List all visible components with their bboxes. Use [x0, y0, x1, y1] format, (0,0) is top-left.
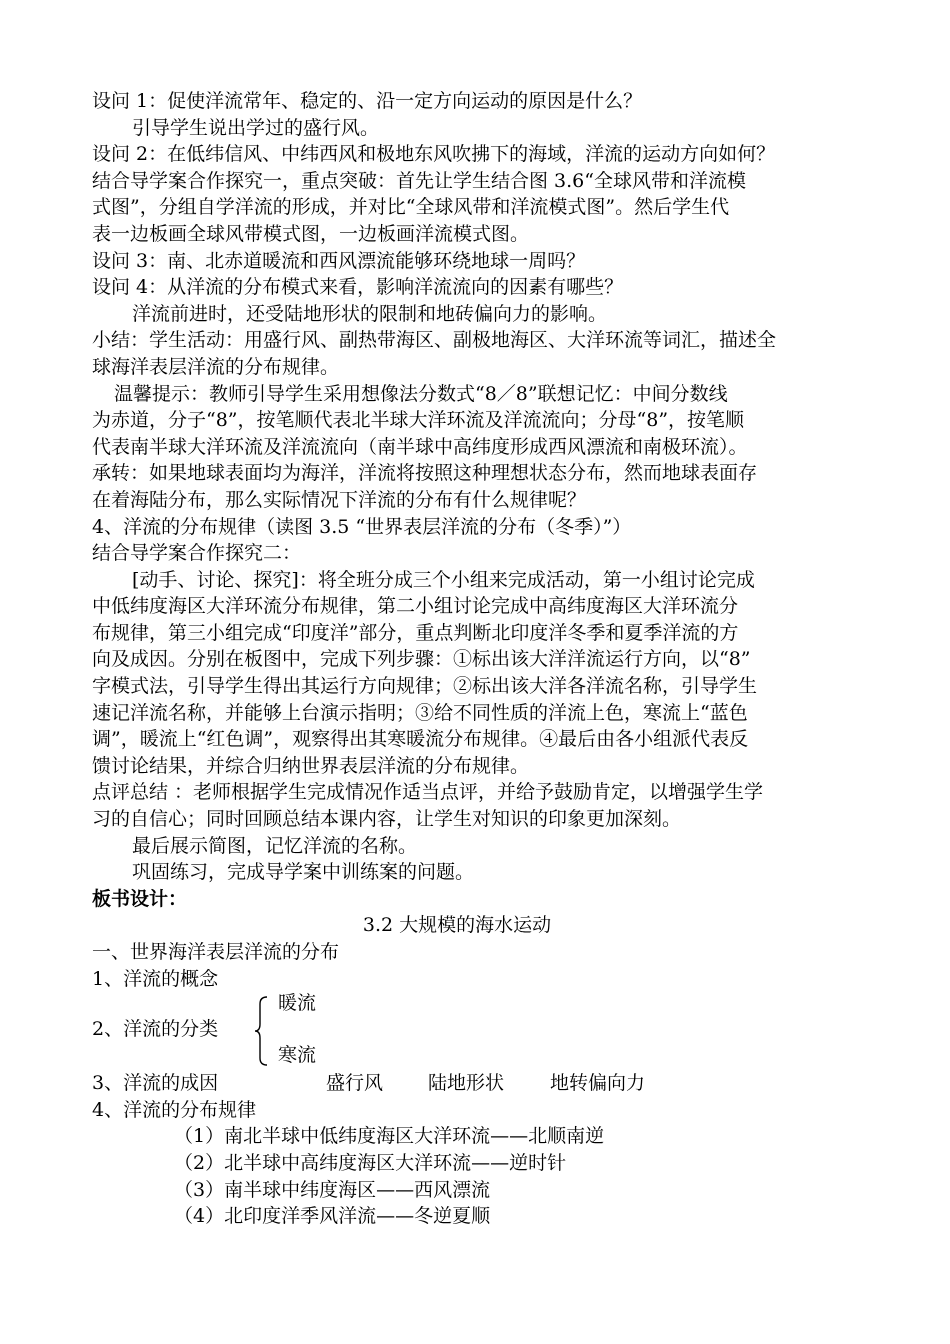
board-title: 3.2 大规模的海水运动 [362, 914, 552, 937]
cause-coriolis-force: 地转偏向力 [550, 1072, 646, 1095]
lesson-paragraph: 结合导学案合作探究二： [92, 542, 302, 565]
lesson-paragraph: 承转：如果地球表面均为海洋，洋流将按照这种理想状态分布，然而地球表面存 [92, 462, 758, 485]
cold-current-label: 寒流 [278, 1044, 317, 1067]
lesson-paragraph: 设问 2：在低纬信风、中纬西风和极地东风吹拂下的海域，洋流的运动方向如何？ [92, 143, 776, 166]
lesson-paragraph: 在着海陆分布，那么实际情况下洋流的分布有什么规律呢？ [92, 488, 587, 511]
board-item-distribution: 4、洋流的分布规律 [92, 1098, 257, 1121]
lesson-paragraph: 布规律，第三小组完成“印度洋”部分，重点判断北印度洋冬季和夏季洋流的方 [92, 621, 739, 644]
lesson-paragraph: 向及成因。分别在板图中，完成下列步骤：①标出该大洋洋流运行方向，以“8” [92, 648, 751, 671]
distribution-rule: （4）北印度洋季风洋流——冬逆夏顺 [174, 1205, 491, 1228]
lesson-paragraph: 设问 1：促使洋流常年、稳定的、沿一定方向运动的原因是什么？ [92, 90, 643, 112]
lesson-paragraph: 洋流前进时，还受陆地形状的限制和地砖偏向力的影响。 [132, 302, 608, 325]
lesson-paragraph: 代表南半球大洋环流及洋流流向（南半球中高纬度形成西风漂流和南极环流）。 [92, 435, 748, 458]
lesson-paragraph: 式图”，分组自学洋流的形成，并对比“全球风带和洋流模式图”。然后学生代 [92, 196, 730, 219]
lesson-paragraph: 小结：学生活动：用盛行风、副热带海区、副极地海区、大洋环流等词汇，描述全 [92, 329, 777, 352]
board-section: 一、世界海洋表层洋流的分布 [92, 941, 340, 963]
lesson-paragraph: 调”，暖流上“红色调”，观察得出其寒暖流分布规律。④最后由各小组派代表反 [92, 728, 749, 751]
lesson-paragraph: 习的自信心；同时回顾总结本课内容，让学生对知识的印象更加深刻。 [92, 808, 682, 831]
board-design [92, 886, 882, 1230]
lesson-paragraph: 字模式法，引导学生得出其运行方向规律；②标出该大洋各洋流名称，引导学生 [92, 675, 758, 698]
document-page [92, 88, 882, 1230]
lesson-paragraph: 馈讨论结果，并综合归纳世界表层洋流的分布规律。 [92, 754, 530, 777]
lesson-paragraph: 温馨提示：教师引导学生采用想像法分数式“8／8”联想记忆：中间分数线 [114, 382, 728, 405]
lesson-paragraph: 设问 3：南、北赤道暖流和西风漂流能够环绕地球一周吗？ [92, 249, 586, 272]
lesson-paragraph: 引导学生说出学过的盛行风。 [132, 116, 380, 139]
lesson-paragraph: [动手、讨论、探究]：将全班分成三个小组来完成活动，第一小组讨论完成 [132, 568, 755, 591]
distribution-rule: （1）南北半球中低纬度海区大洋环流——北顺南逆 [174, 1125, 605, 1148]
distribution-rule: （3）南半球中纬度海区——西风漂流 [174, 1178, 491, 1201]
cause-prevailing-wind: 盛行风 [326, 1072, 384, 1095]
lesson-paragraph: 为赤道，分子“8”，按笔顺代表北半球大洋环流及洋流流向；分母“8”，按笔顺 [92, 409, 745, 432]
lesson-paragraph: 点评总结 ：老师根据学生完成情况作适当点评，并给予鼓励肯定，以增强学生学 [92, 781, 764, 804]
lesson-paragraph: 中低纬度海区大洋环流分布规律，第二小组讨论完成中高纬度海区大洋环流分 [92, 595, 739, 618]
board-heading: 板书设计： [92, 887, 188, 910]
lesson-paragraph: 4、洋流的分布规律（读图 3.5 “世界表层洋流的分布（冬季）”） [92, 515, 632, 538]
distribution-rule: （2）北半球中高纬度海区大洋环流——逆时针 [174, 1151, 567, 1174]
cause-land-shape: 陆地形状 [428, 1072, 505, 1095]
lesson-paragraph: 最后展示简图，记忆洋流的名称。 [132, 834, 418, 857]
board-item-concept: 1、洋流的概念 [92, 967, 219, 990]
board-item-classification [92, 992, 882, 1070]
warm-current-label: 暖流 [278, 992, 317, 1015]
lesson-paragraph: 设问 4：从洋流的分布模式来看，影响洋流流向的因素有哪些？ [92, 276, 624, 299]
lesson-paragraph: 速记洋流名称，并能够上台演示指明；③给不同性质的洋流上色，寒流上“蓝色 [92, 701, 748, 724]
lesson-paragraph: 结合导学案合作探究一，重点突破：首先让学生结合图 3.6“全球风带和洋流模 [92, 169, 746, 192]
board-item-causes [92, 1070, 882, 1097]
causes-label: 3、洋流的成因 [92, 1072, 219, 1095]
lesson-paragraph: 巩固练习，完成导学案中训练案的问题。 [132, 861, 475, 884]
lesson-body [92, 88, 882, 886]
lesson-paragraph: 表一边板画全球风带模式图，一边板画洋流模式图。 [92, 222, 530, 245]
brace-icon [254, 996, 268, 1066]
lesson-paragraph: 球海洋表层洋流的分布规律。 [92, 355, 340, 378]
classification-label: 2、洋流的分类 [92, 1018, 219, 1041]
